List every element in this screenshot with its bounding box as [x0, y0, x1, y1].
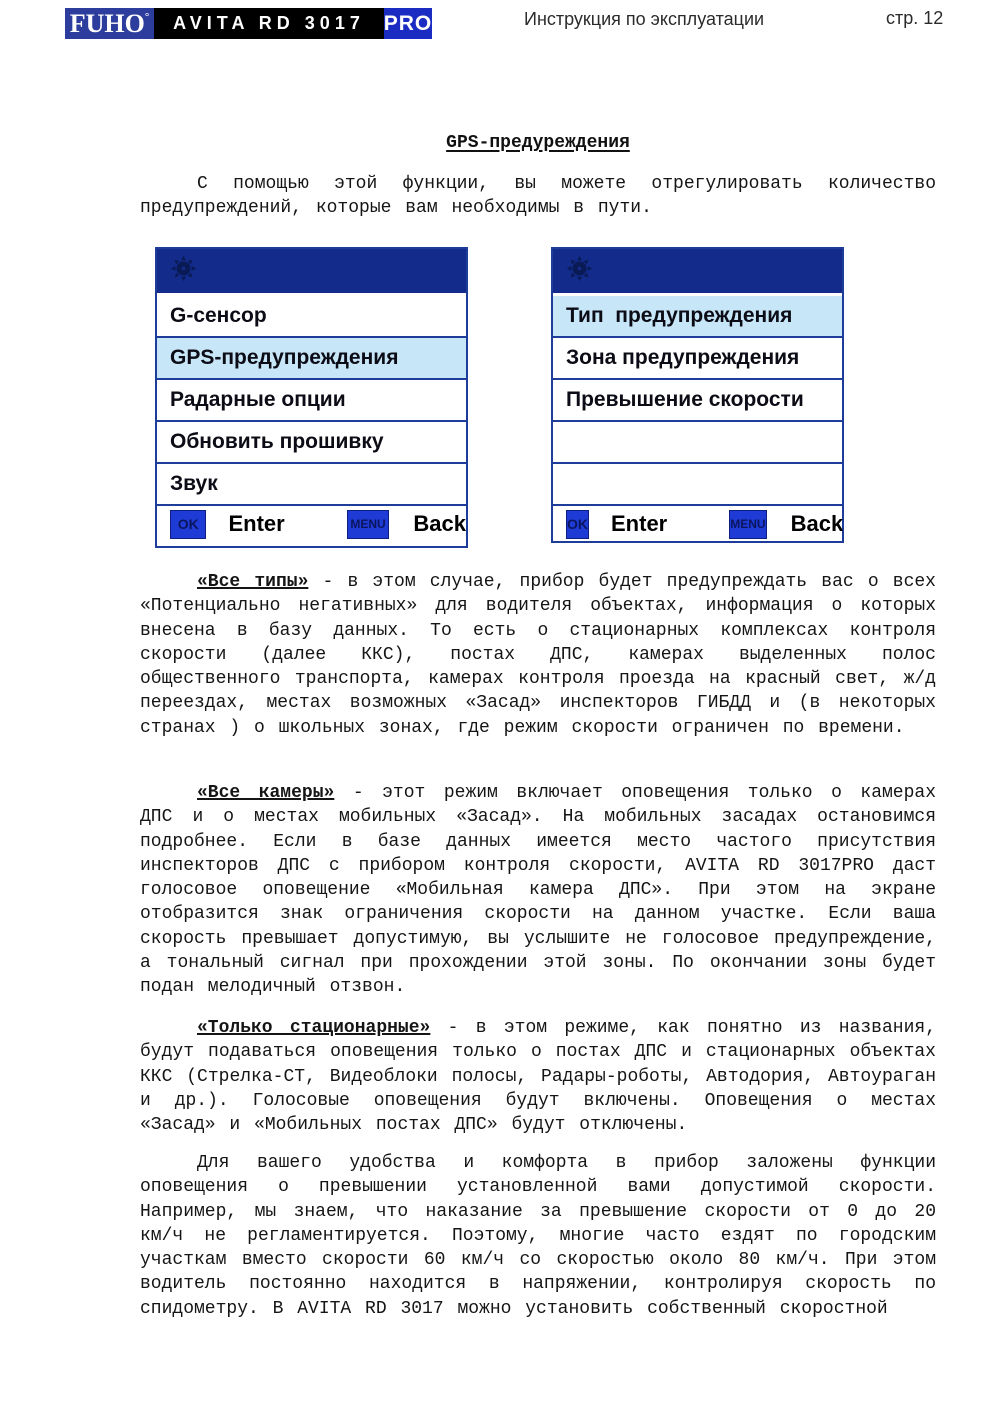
menu-item-speeding [553, 380, 842, 422]
gear-icon [170, 255, 197, 287]
paragraph-text: Для вашего удобства и комфорта в прибор заложены функции оповещения о превышении установленной вами допустимой скорости. Например, мы знаем, что наказание за превышение скорости от 0 до 20 км/ч не регламентируется. Поэтому, многие часто ездят по городским участкам вместо скорости 60 км/ч со скоростью около 80 км/ч. При этом водитель постоянно находится в напряжении, контролируя скорость по спидометру. В AVITA RD 3017 можно установить собственный скоростной [140, 1153, 936, 1319]
ok-button: OK [566, 510, 589, 539]
intro-paragraph: С помощью этой функции, вы можете отрегулировать количество предупреждений, которые вам необходимы в пути. [140, 174, 936, 219]
menu-item-empty [553, 422, 842, 464]
menu-item-warning-type-selected [553, 296, 842, 338]
fuho-badge [65, 8, 154, 39]
menu-header [553, 249, 842, 293]
menu-item-gps-warnings-selected [157, 338, 466, 380]
paragraph-lead: «Все типы» [197, 572, 309, 592]
fuho-text: FUHO [69, 9, 145, 38]
menu-item-label: Обновить прошивку [170, 430, 384, 453]
menu-footer [553, 506, 842, 542]
model-badge: AVITA RD 3017 [154, 8, 384, 39]
menu-item-sound [157, 464, 466, 506]
menu-item-label: Звук [170, 472, 218, 495]
paragraph-text: - этот режим включает оповещения только о камерах ДПС и о местах мобильных «Засад». На мобильных засадах остановимся подробнее. Если в базе данных имеется место частого присутствия инспекторов ДПС с прибором контроля скорости, AVITA RD 3017PRO даст голосовое оповещение «Мобильная камера ДПС». При этом на экране отобразится знак ограничения скорости на данном участке. Если ваша скорость превышает допустимую, вы услышите не голосовое предупреждение, а тональный сигнал при прохождении этой зоны. По окончании зоны будет подан мелодичный отзвон. [140, 783, 936, 998]
menu-header [157, 249, 466, 293]
paragraph-lead: «Все камеры» [197, 783, 335, 803]
menu-item-g-sensor [157, 296, 466, 338]
menu-item-label: Зона предупреждения [566, 346, 800, 369]
paragraph-stationary-only [140, 1016, 936, 1137]
menu-item-label: GPS-предупреждения [170, 346, 399, 369]
menu-item-radar-options [157, 380, 466, 422]
menu-button: MENU [729, 510, 766, 539]
paragraph-all-cameras [140, 781, 936, 1000]
enter-label: Enter [611, 511, 668, 536]
paragraph-all-types [140, 570, 936, 740]
page-number: стр. 12 [886, 8, 944, 28]
menu-item-update-firmware [157, 422, 466, 464]
menu-item-label: Превышение скорости [566, 388, 804, 411]
back-label: Back [413, 511, 466, 536]
paragraph-text: - в этом случае, прибор будет предупреждать вас о всех «Потенциально негативных» для водителя объектах, информация о которых внесена в базу данных. То есть о стационарных комплексах контроля скорости (далее ККС), постах ДПС, камерах выделенных полос общественного транспорта, камерах контроля проезда на красный свет, ж/д переездах, местах возможных «Засад» инспекторов ГИБДД и (в некоторых странах ) о школьных зонах, где режим скорости ограничен по времени. [140, 572, 936, 738]
gear-icon [566, 255, 593, 287]
menu-footer [157, 506, 466, 542]
section-title [140, 133, 936, 153]
menu-item-warning-zone [553, 338, 842, 380]
menu-item-label: G-сенсор [170, 304, 267, 327]
section-title-text: GPS-предуреждения [446, 133, 630, 153]
menu-button: MENU [347, 510, 390, 539]
paragraph-text: - в этом режиме, как понятно из названия, будут подаваться оповещения только о постах ДПС и стационарных объектах ККС (Стрелка-СТ, Видеоблоки полосы, Радары-роботы, Автодория, Автоураган и др.). Голосовые оповещения будут включены. Оповещения о местах «Засад» и «Мобильных постах ДПС» будут отключены. [140, 1018, 936, 1136]
paragraph-speed-threshold [140, 1151, 936, 1321]
enter-label: Enter [228, 511, 285, 536]
brand-logo [65, 8, 432, 39]
degree-mark: ° [144, 11, 150, 23]
ok-button: OK [170, 510, 206, 539]
menu-item-label: Радарные опции [170, 388, 346, 411]
device-menu-screenshot-gps-warnings [551, 247, 844, 543]
paragraph-lead: «Только стационарные» [197, 1018, 431, 1038]
back-label: Back [790, 511, 844, 536]
menu-item-empty [553, 464, 842, 506]
device-menu-screenshot-settings [155, 247, 468, 548]
doc-title: Инструкция по эксплуатации [524, 9, 765, 29]
menu-item-label: Тип предупреждения [566, 304, 793, 327]
pro-badge: PRO [384, 8, 432, 39]
